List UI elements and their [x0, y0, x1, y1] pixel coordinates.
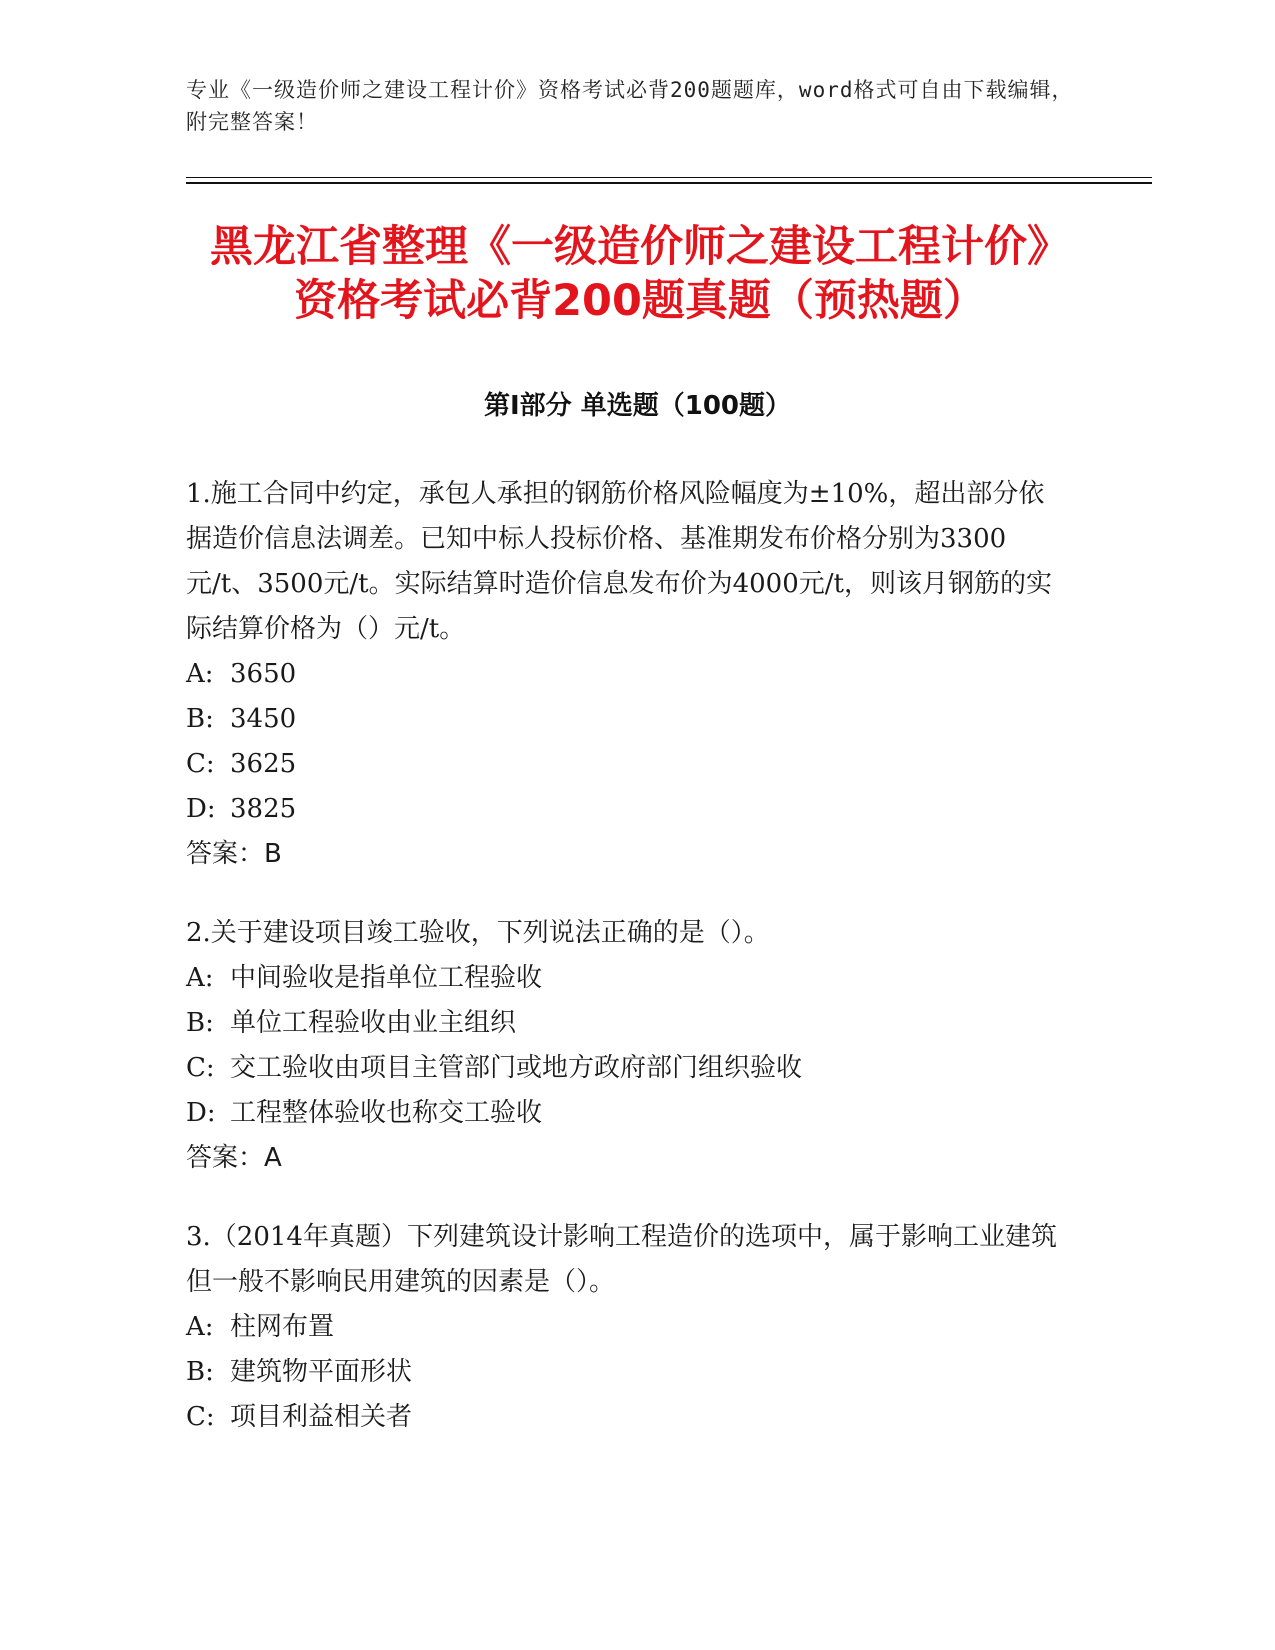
question-stem: 3.（2014年真题）下列建筑设计影响工程造价的选项中，属于影响工业建筑但一般不影响民用建筑的因素是（）。	[186, 1222, 1057, 1297]
option-key: D:	[186, 794, 216, 824]
option-text: 3825	[230, 794, 297, 824]
option-b	[186, 1001, 1066, 1046]
option-text: 交工验收由项目主管部门或地方政府部门组织验收	[230, 1053, 803, 1083]
option-b	[186, 697, 1066, 742]
option-key: B:	[186, 1357, 214, 1387]
option-c	[186, 1395, 1066, 1440]
option-key: C:	[186, 1402, 215, 1432]
option-b	[186, 1350, 1066, 1395]
question-3	[186, 1215, 1066, 1440]
question-stem: 2.关于建设项目竣工验收，下列说法正确的是（）。	[186, 918, 770, 948]
option-c	[186, 742, 1066, 787]
answer: 答案：B	[186, 839, 282, 869]
option-text: 工程整体验收也称交工验收	[230, 1098, 543, 1128]
option-key: B:	[186, 1008, 214, 1038]
option-text: 3450	[230, 704, 297, 734]
option-text: 3650	[230, 659, 297, 689]
header-note: 专业《一级造价师之建设工程计价》资格考试必背200题题库，word格式可自由下载编辑，附完整答案！	[186, 78, 1074, 134]
option-key: A:	[186, 659, 214, 689]
question-1	[186, 472, 1066, 877]
question-stem: 1.施工合同中约定，承包人承担的钢筋价格风险幅度为±10%，超出部分依据造价信息法调差。已知中标人投标价格、基准期发布价格分别为3300元/t、3500元/t。实际结算时造价信息发布价为4000元/t，则该月钢筋的实际结算价格为（）元/t。	[186, 479, 1052, 644]
section-title: 第I部分 单选题（100题）	[484, 391, 791, 421]
option-text: 建筑物平面形状	[230, 1357, 413, 1387]
option-text: 中间验收是指单位工程验收	[230, 963, 543, 993]
option-text: 单位工程验收由业主组织	[230, 1008, 517, 1038]
answer: 答案：A	[186, 1143, 282, 1173]
question-list	[186, 472, 1066, 1474]
header-rule-thick	[186, 182, 1152, 184]
option-key: D:	[186, 1098, 216, 1128]
header-rule-thin	[186, 177, 1152, 178]
option-key: A:	[186, 1312, 214, 1342]
option-key: B:	[186, 704, 214, 734]
option-a	[186, 1305, 1066, 1350]
option-a	[186, 652, 1066, 697]
question-2	[186, 911, 1066, 1181]
option-d	[186, 1091, 1066, 1136]
option-d	[186, 787, 1066, 832]
option-key: C:	[186, 749, 215, 779]
option-text: 项目利益相关者	[230, 1402, 413, 1432]
option-key: C:	[186, 1053, 215, 1083]
option-text: 柱网布置	[230, 1312, 335, 1342]
option-key: A:	[186, 963, 214, 993]
option-text: 3625	[230, 749, 297, 779]
option-a	[186, 956, 1066, 1001]
option-c	[186, 1046, 1066, 1091]
document-title: 黑龙江省整理《一级造价师之建设工程计价》资格考试必背200题真题（预热题）	[210, 222, 1070, 326]
